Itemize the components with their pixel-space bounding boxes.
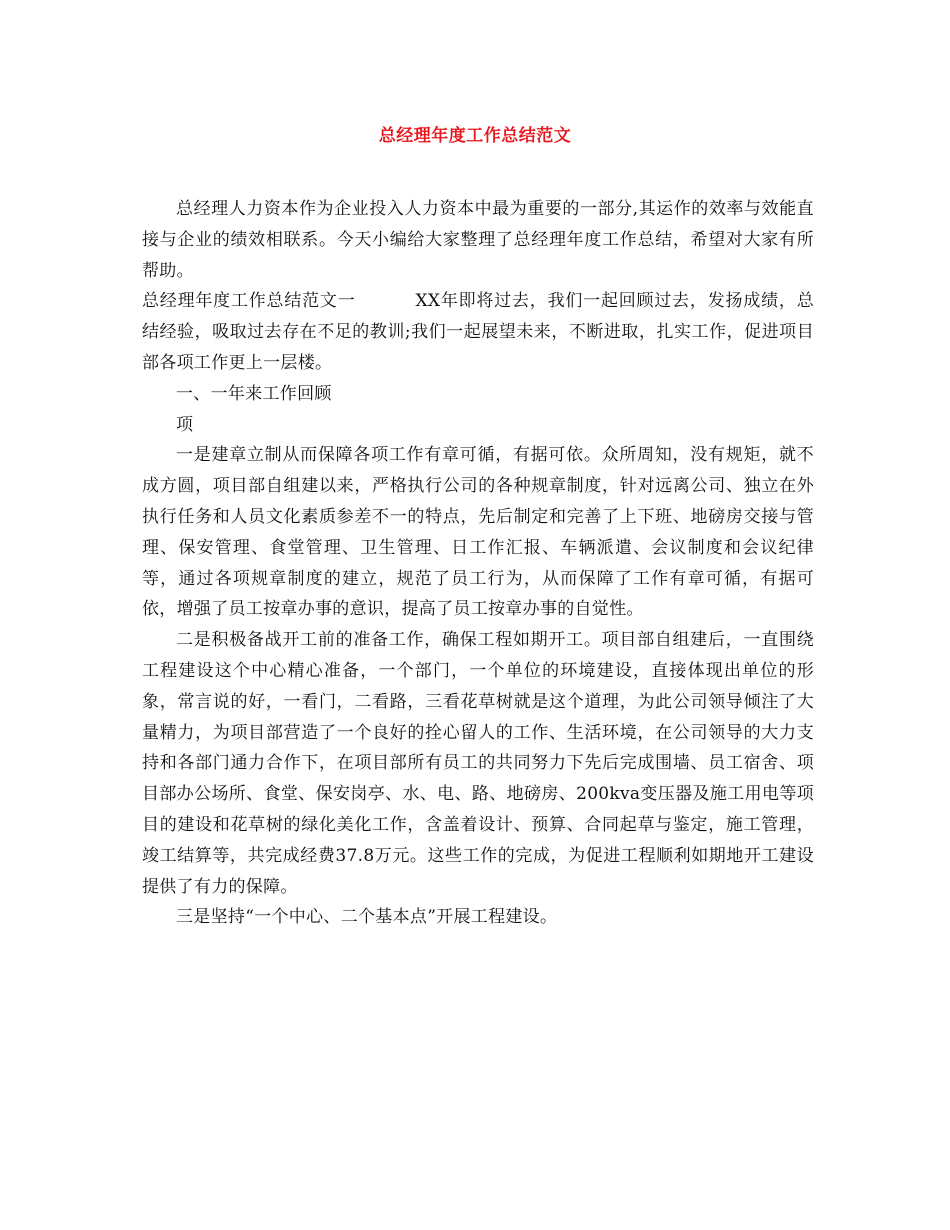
paragraph-two: 二是积极备战开工前的准备工作，确保工程如期开工。项目部自组建后，一直围绕工程建设这个中心精心准备，一个部门，一个单位的环境建设，直接体现出单位的形象，常言说的好，一看门，二看路，三看花草树就是这个道理，为此公司领导倾注了大量精力，为项目部营造了一个良好的拴心留人的工作、生活环境，在公司领导的大力支持和各部门通力合作下，在项目部所有员工的共同努力下先后完成围墙、员工宿舍、项目部办公场所、食堂、保安岗亭、水、电、路、地磅房、200kva变压器及施工用电等项目的建设和花草树的绿化美化工作，含盖着设计、预算、合同起草与鉴定，施工管理，竣工结算等，共完成经费37.8万元。这些工作的完成，为促进工程顺利如期地开工建设提供了有力的保障。 bbox=[142, 630, 814, 897]
paragraph-one: 一是建章立制从而保障各项工作有章可循，有据可依。众所周知，没有规矩，就不成方圆，项目部自组建以来，严格执行公司的各种规章制度，针对远离公司、独立在外执行任务和人员文化素质参差不一的特点，先后制定和完善了上下班、地磅房交接与管理、保安管理、食堂管理、卫生管理、日工作汇报、车辆派遣、会议制度和会议纪律等，通过各项规章制度的建立，规范了员工行为，从而保障了工作有章可循，有据可依，增强了员工按章办事的意识，提高了员工按章办事的自觉性。 bbox=[142, 445, 814, 620]
document-body bbox=[142, 194, 814, 933]
paragraph-three: 三是坚持“一个中心、二个基本点”开展工程建设。 bbox=[176, 907, 558, 928]
intro-paragraph: 总经理人力资本作为企业投入人力资本中最为重要的一部分,其运作的效率与效能直接与企业的绩效相联系。今天小编给大家整理了总经理年度工作总结，希望对大家有所帮助。 bbox=[142, 199, 814, 281]
heading-text: XX年即将过去，我们一起回顾过去，发扬成绩，总结经验，吸取过去存在不足的教训;我们一起展望未来，不断进取，扎实工作，促进项目部各项工作更上一层楼。 bbox=[142, 291, 814, 373]
section-heading: 一、一年来工作回顾 bbox=[176, 383, 332, 404]
heading-prefix: 总经理年度工作总结范文一 bbox=[142, 291, 356, 312]
item-label: 项 bbox=[176, 414, 194, 435]
heading-paragraph bbox=[142, 286, 814, 378]
document-title: 总经理年度工作总结范文 bbox=[378, 126, 572, 146]
